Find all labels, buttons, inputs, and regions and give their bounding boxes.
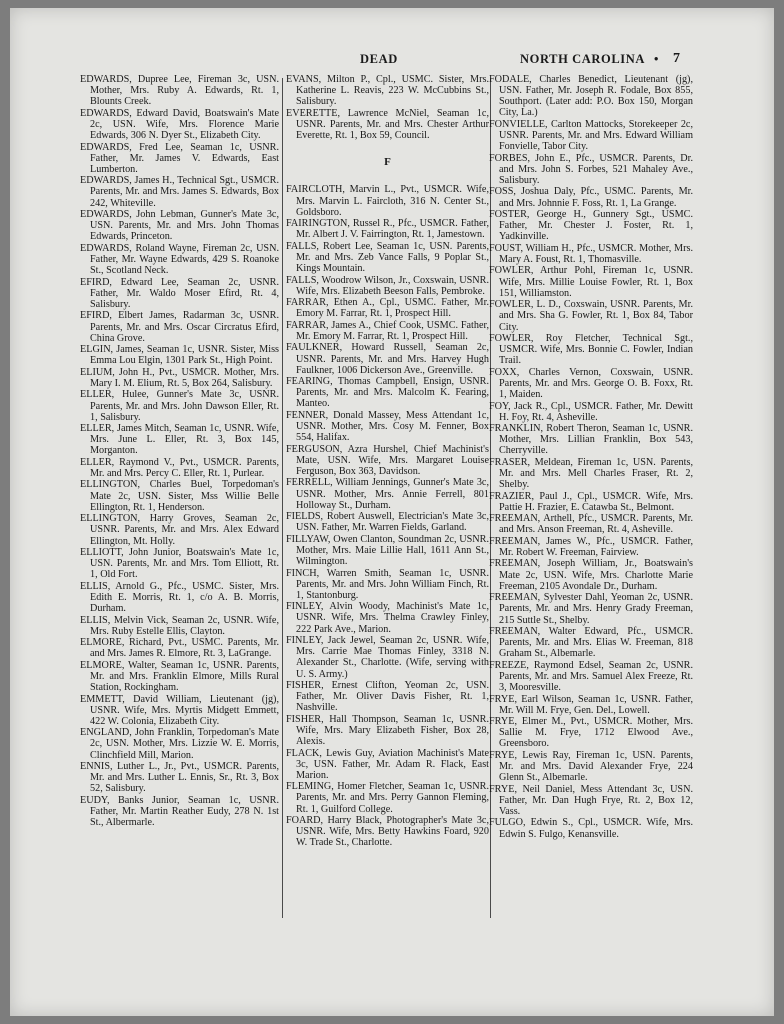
entry: FERRELL, William Jennings, Gunner's Mate 3c, USNR. Mother, Mrs. Annie Ferrell, 801 Holloway St., Durham. (286, 477, 489, 511)
entry: EFIRD, Elbert James, Radarman 3c, USNR. Parents, Mr. and Mrs. Oscar Circratus Efird, China Grove. (80, 310, 279, 344)
entry: ELLER, Raymond V., Pvt., USMCR. Parents, Mr. and Mrs. Percy C. Eller, Rt. 1, Purlear. (80, 456, 279, 480)
entry: ELMORE, Walter, Seaman 1c, USNR. Parents, Mr. and Mrs. Franklin Elmore, Mills Rural Station, Rockingham. (80, 659, 279, 694)
entry: FLEMING, Homer Fletcher, Seaman 1c, USNR. Parents, Mr. and Mrs. Perry Gannon Fleming, Rt. 1, Guilford College. (286, 781, 489, 815)
entry: FREEMAN, Walter Edward, Pfc., USMCR. Parents, Mr. and Mrs. Elias W. Freeman, 818 Graham St., Albemarle. (489, 626, 693, 660)
entry: ELLER, James Mitch, Seaman 1c, USNR. Wife, Mrs. June L. Eller, Rt. 3, Box 145, Morganton. (80, 423, 279, 457)
entry: FENNER, Donald Massey, Mess Attendant 1c, USNR. Mother, Mrs. Cosy M. Fenner, Box 554, Halifax. (286, 409, 489, 444)
entry: FRASER, Meldean, Fireman 1c, USN. Parents, Mr. and Mrs. Mell Charles Fraser, Rt. 2, Shelby. (489, 456, 693, 491)
entry: FOSS, Joshua Daly, Pfc., USMC. Parents, Mr. and Mrs. Johnnie F. Foss, Rt. 1, La Grange. (489, 186, 693, 209)
entry: FAULKNER, Howard Russell, Seaman 2c, USNR. Parents, Mr. and Mrs. Harvey Hugh Faulkner, 1006 Dickerson Ave., Greenville. (286, 342, 489, 376)
entry: FOWLER, L. D., Coxswain, USNR. Parents, Mr. and Mrs. Sha G. Fowler, Rt. 1, Box 84, Tabor City. (489, 299, 693, 333)
entry: FOARD, Harry Black, Photographer's Mate 3c, USNR. Wife, Mrs. Betty Hawkins Foard, 920 W. Trade St., Charlotte. (286, 815, 489, 849)
entry: FINCH, Warren Smith, Seaman 1c, USNR. Parents, Mr. and Mrs. John William Finch, Rt. 1, Stantonburg. (286, 567, 489, 601)
section-letter: F (384, 156, 391, 169)
entry: FRYE, Elmer M., Pvt., USMCR. Mother, Mrs. Sallie M. Frye, 1712 Elwood Ave., Greensboro. (489, 716, 693, 750)
page-header (10, 52, 774, 70)
column-2 (286, 74, 489, 1004)
entry: ELMORE, Richard, Pvt., USMC. Parents, Mr. and Mrs. James R. Elmore, Rt. 3, LaGrange. (80, 637, 279, 660)
entry: FRYE, Lewis Ray, Fireman 1c, USN. Parents, Mr. and Mrs. David Alexander Frye, 224 Glenn St., Albemarle. (489, 749, 693, 784)
entry: FORBES, John E., Pfc., USMCR. Parents, Dr. and Mrs. John S. Forbes, 521 Mahaley Ave., Salisbury. (489, 152, 693, 186)
entry: EDWARDS, Fred Lee, Seaman 1c, USNR. Father, Mr. James V. Edwards, East Lumberton. (80, 141, 279, 175)
entry: FISHER, Hall Thompson, Seaman 1c, USNR. Wife, Mrs. Mary Elizabeth Fisher, Box 28, Alexis. (286, 713, 489, 748)
page-number: 7 (673, 51, 681, 66)
entry: FOY, Jack R., Cpl., USMCR. Father, Mr. Dewitt H. Foy, Rt. 4, Asheville. (489, 400, 693, 423)
entry: FOXX, Charles Vernon, Coxswain, USNR. Parents, Mr. and Mrs. George O. B. Foxx, Rt. 1, Maiden. (489, 366, 693, 401)
entry: ELLINGTON, Harry Groves, Seaman 2c, USNR. Parents, Mr. and Mrs. Alex Edward Ellington, Mt. Holly. (80, 513, 279, 547)
entry: EDWARDS, Roland Wayne, Fireman 2c, USN. Father, Mr. Wayne Edwards, 429 S. Roanoke St., Scotland Neck. (80, 242, 279, 277)
entry: FINLEY, Alvin Woody, Machinist's Mate 1c, USNR. Wife, Mrs. Thelma Crawley Finley, 222 Park Ave., Marion. (286, 601, 489, 635)
entry: FALLS, Robert Lee, Seaman 1c, USN. Parents, Mr. and Mrs. Zeb Vance Falls, 9 Poplar St., Kings Mountain. (286, 240, 489, 275)
entry: EFIRD, Edward Lee, Seaman 2c, USNR. Father, Mr. Waldo Moser Efird, Rt. 4, Salisbury. (80, 276, 279, 310)
entry: EVANS, Milton P., Cpl., USMC. Sister, Mrs. Katherine L. Reavis, 223 W. McCubbins St., Salisbury. (286, 74, 489, 108)
entry: FRANKLIN, Robert Theron, Seaman 1c, USNR. Mother, Mrs. Lillian Franklin, Box 543, Cherryville. (489, 423, 693, 457)
entry: FOSTER, George H., Gunnery Sgt., USMC. Father, Mr. Chester J. Foster, Rt. 1, Yadkinville. (489, 209, 693, 243)
column-3 (489, 74, 693, 1004)
entry: EMMETT, David William, Lieutenant (jg), USNR. Wife, Mrs. Myrtis Midgett Emmett, 422 W. Colonia, Elizabeth City. (80, 693, 279, 727)
entry: FODALE, Charles Benedict, Lieutenant (jg), USN. Father, Mr. Joseph R. Fodale, Box 855, Southport. (Later add: P.O. Box 150, Morgan City, La.) (489, 74, 693, 119)
entry: FOUST, William H., Pfc., USMCR. Mother, Mrs. Mary A. Foust, Rt. 1, Thomasville. (489, 242, 693, 265)
entry: FILLYAW, Owen Clanton, Soundman 2c, USNR. Mother, Mrs. Maie Lillie Hall, 1611 Ann St., Wilmington. (286, 533, 489, 568)
entry: EDWARDS, John Lebman, Gunner's Mate 3c, USN. Parents, Mr. and Mrs. John Thomas Edwards, Princeton. (80, 209, 279, 243)
entry: FAIRINGTON, Russel R., Pfc., USMCR. Father, Mr. Albert J. V. Fairrington, Rt. 1, Jamestown. (286, 218, 489, 241)
entry: ENNIS, Luther L., Jr., Pvt., USMCR. Parents, Mr. and Mrs. Luther L. Ennis, Sr., Rt. 3, Box 52, Salisbury. (80, 761, 279, 795)
entry: FREEMAN, Arthell, Pfc., USMCR. Parents, Mr. and Mrs. Anson Freeman, Rt. 4, Asheville. (489, 513, 693, 536)
entry: FOWLER, Roy Fletcher, Technical Sgt., USMCR. Wife, Mrs. Bonnie C. Fowler, Indian Trail. (489, 332, 693, 367)
entry: FREEMAN, James W., Pfc., USMCR. Father, Mr. Robert W. Freeman, Fairview. (489, 535, 693, 559)
column-2-top-entries (286, 74, 489, 141)
entry: FREEMAN, Joseph William, Jr., Boatswain's Mate 2c, USN. Wife, Mrs. Charlotte Marie Freeman, 2105 Avondale Dr., Durham. (489, 558, 693, 592)
entry: FREEZE, Raymond Edsel, Seaman 2c, USNR. Parents, Mr. and Mrs. Samuel Alex Freeze, Rt. 3, Mooresville. (489, 659, 693, 694)
entry: FONVIELLE, Carlton Mattocks, Storekeeper 2c, USNR. Parents, Mr. and Mrs. Edward William Fonvielle, Tabor City. (489, 118, 693, 153)
document-page (10, 8, 774, 1016)
entry: FLACK, Lewis Guy, Aviation Machinist's Mate 3c, USN. Father, Mr. Adam R. Flack, East Marion. (286, 747, 489, 781)
column-rule-left (282, 78, 283, 918)
column-1 (80, 74, 279, 1004)
entry: FEARING, Thomas Campbell, Ensign, USNR. Parents, Mr. and Mrs. Malcolm K. Fearing, Manteo. (286, 376, 489, 410)
state-heading: NORTH CAROLINA (520, 52, 645, 66)
entry: ELLINGTON, Charles Buel, Torpedoman's Mate 2c, USN. Sister, Mss Willie Belle Ellington, Rt. 1, Henderson. (80, 479, 279, 513)
entry: FREEMAN, Sylvester Dahl, Yeoman 2c, USNR. Parents, Mr. and Mrs. Henry Grady Freeman, 215 Suttle St., Shelby. (489, 592, 693, 626)
entry: FULGO, Edwin S., Cpl., USMCR. Wife, Mrs. Edwin S. Fulgo, Kenansville. (489, 817, 693, 840)
section-heading: DEAD (360, 52, 398, 66)
entry: FINLEY, Jack Jewel, Seaman 2c, USNR. Wife, Mrs. Carrie Mae Thomas Finley, 3318 N. Alexander St., Charlotte. (Wife, serving with U. S. Army.) (286, 635, 489, 680)
entry: ELLIS, Arnold G., Pfc., USMC. Sister, Mrs. Edith E. Morris, Rt. 1, c/o A. B. Morris, Durham. (80, 580, 279, 615)
entry: FARRAR, James A., Chief Cook, USMC. Father, Mr. Emory M. Farrar, Rt. 1, Prospect Hill. (286, 319, 489, 342)
entry: EDWARDS, Dupree Lee, Fireman 3c, USN. Mother, Mrs. Ruby A. Edwards, Rt. 1, Blounts Creek. (80, 74, 279, 108)
entry: EVERETTE, Lawrence McNiel, Seaman 1c, USNR. Parents, Mr. and Mrs. Chester Arthur Everette, Rt. 1, Box 59, Council. (286, 107, 489, 142)
entry: FERGUSON, Azra Hurshel, Chief Machinist's Mate, USN. Wife, Mrs. Margaret Louise Ferguson, Box 363, Davidson. (286, 443, 489, 477)
column-2-bottom-entries (286, 184, 489, 848)
entry: ENGLAND, John Franklin, Torpedoman's Mate 2c, USN. Mother, Mrs. Lizzie W. E. Morris, Clinchfield Mill, Marion. (80, 727, 279, 761)
entry: EDWARDS, Edward David, Boatswain's Mate 2c, USN. Wife, Mrs. Florence Marie Edwards, 306 N. Dyer St., Elizabeth City. (80, 107, 279, 142)
entry: FAIRCLOTH, Marvin L., Pvt., USMCR. Wife, Mrs. Marvin L. Faircloth, 316 N. Center St., Goldsboro. (286, 184, 489, 218)
entry: FOWLER, Arthur Pohl, Fireman 1c, USNR. Wife, Mrs. Millie Louise Fowler, Rt. 1, Box 151, Williamston. (489, 265, 693, 299)
entry: ELLER, Hulee, Gunner's Mate 3c, USNR. Parents, Mr. and Mrs. John Dawson Eller, Rt. 1, Salisbury. (80, 389, 279, 423)
entry: FALLS, Woodrow Wilson, Jr., Coxswain, USNR. Wife, Mrs. Elizabeth Beeson Falls, Pembroke. (286, 274, 489, 297)
entry: FIELDS, Robert Auswell, Electrician's Mate 3c, USN. Father, Mr. Warren Fields, Garland. (286, 511, 489, 534)
entry: EDWARDS, James H., Technical Sgt., USMCR. Parents, Mr. and Mrs. James S. Edwards, Box 242, Whiteville. (80, 175, 279, 209)
entry: FRYE, Earl Wilson, Seaman 1c, USNR. Father, Mr. Will M. Frye, Gen. Del., Lowell. (489, 693, 693, 716)
entry: FRAZIER, Paul J., Cpl., USMCR. Wife, Mrs. Pattie H. Frazier, E. Catawba St., Belmont. (489, 490, 693, 513)
entry: ELGIN, James, Seaman 1c, USNR. Sister, Miss Emma Lou Elgin, 1301 Park St., High Point. (80, 344, 279, 367)
header-bullet: • (654, 52, 659, 66)
entry: FISHER, Ernest Clifton, Yeoman 2c, USN. Father, Mr. Oliver Davis Fisher, Rt. 1, Nashville. (286, 680, 489, 714)
entry: ELLIOTT, John Junior, Boatswain's Mate 1c, USN. Parents, Mr. and Mrs. Tom Elliott, Rt. 1, Old Fort. (80, 547, 279, 581)
entry: FRYE, Neil Daniel, Mess Attendant 3c, USN. Father, Mr. Dan Hugh Frye, Rt. 2, Box 12, Vass. (489, 783, 693, 817)
entry: FARRAR, Ethen A., Cpl., USMC. Father, Mr. Emory M. Farrar, Rt. 1, Prospect Hill. (286, 297, 489, 320)
entry: ELLIS, Melvin Vick, Seaman 2c, USNR. Wife, Mrs. Ruby Estelle Ellis, Clayton. (80, 614, 279, 637)
entry: ELIUM, John H., Pvt., USMCR. Mother, Mrs. Mary I. M. Elium, Rt. 5, Box 264, Salisbury. (80, 366, 279, 389)
entry: EUDY, Banks Junior, Seaman 1c, USNR. Father, Mr. Martin Reather Eudy, 278 N. 1st St., Albermarle. (80, 794, 279, 829)
